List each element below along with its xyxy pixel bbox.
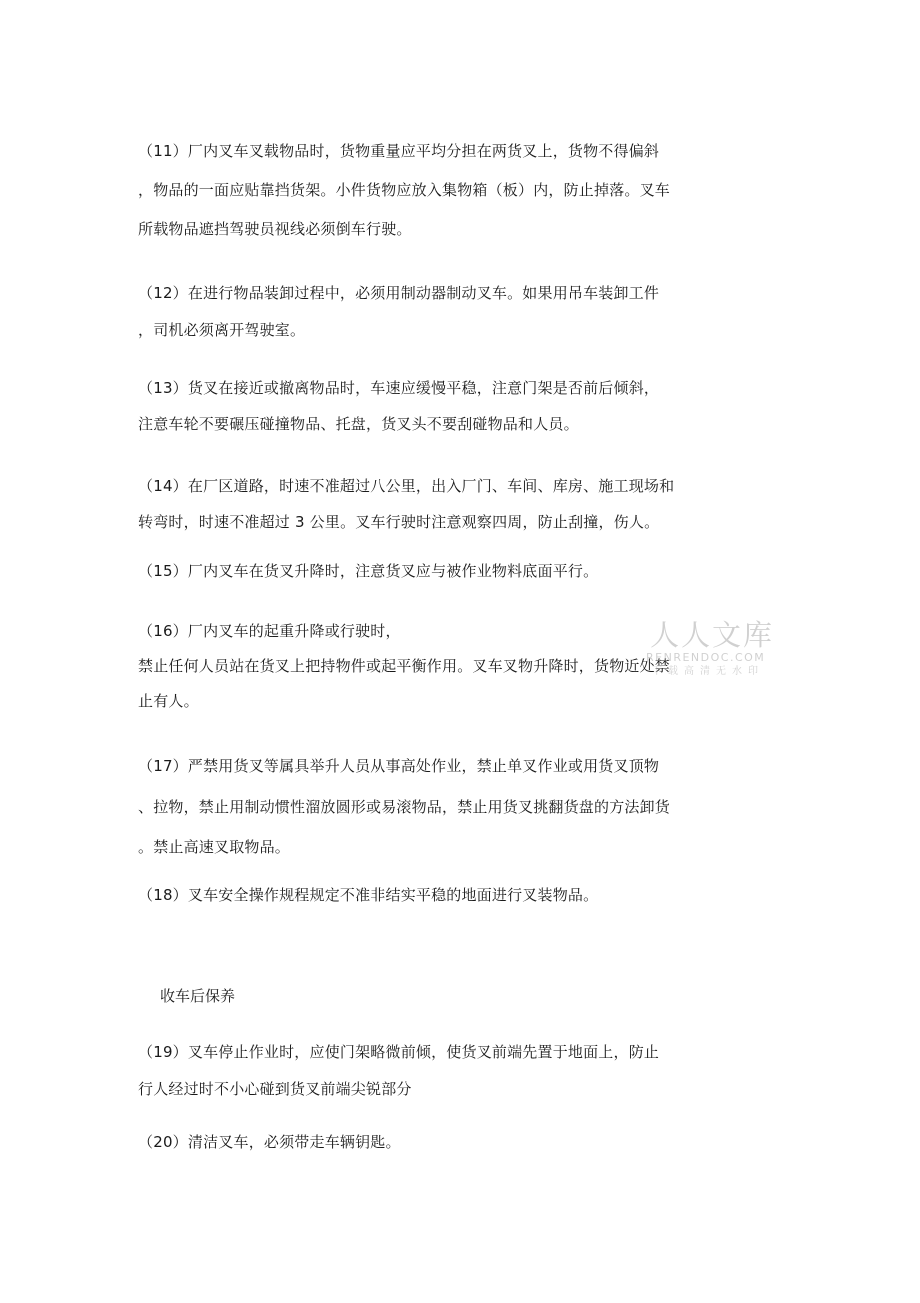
item-12-line-2: ，司机必须离开驾驶室。 [138, 321, 306, 339]
item-16-line-3: 止有人。 [138, 692, 199, 710]
item-14-line-2: 转弯时，时速不准超过 3 公里。叉车行驶时注意观察四周，防止刮撞，伤人。 [138, 513, 660, 531]
item-20-line-1: （20）清洁叉车，必须带走车辆钥匙。 [138, 1133, 401, 1151]
item-16-line-1: （16）厂内叉车的起重升降或行驶时， [138, 622, 401, 640]
item-17-line-1: （17）严禁用货叉等属具举升人员从事高处作业，禁止单叉作业或用货叉顶物 [138, 757, 660, 775]
item-14-line-1: （14）在厂区道路，时速不准超过八公里，出入厂门、车间、库房、施工现场和 [138, 477, 675, 495]
watermark-title: 人人文库 [650, 618, 775, 652]
item-19-line-1: （19）叉车停止作业时，应使门架略微前倾，使货叉前端先置于地面上，防止 [138, 1043, 660, 1061]
item-13-line-2: 注意车轮不要碾压碰撞物品、托盘，货叉头不要刮碰物品和人员。 [138, 415, 579, 433]
item-16-line-2: 禁止任何人员站在货叉上把持物件或起平衡作用。叉车叉物升降时，货物近处禁 [138, 657, 671, 675]
watermark [646, 618, 776, 688]
watermark-subtitle: 下载高清无水印 [652, 666, 764, 677]
item-18-line-1: （18）叉车安全操作规程规定不准非结实平稳的地面进行叉装物品。 [138, 886, 599, 904]
item-19-line-2: 行人经过时不小心碰到货叉前端尖锐部分 [138, 1080, 412, 1098]
item-17-line-3: 。禁止高速叉取物品。 [138, 838, 291, 856]
item-17-line-2: 、拉物，禁止用制动惯性溜放圆形或易滚物品，禁止用货叉挑翻货盘的方法卸货 [138, 798, 671, 816]
item-15-line-1: （15）厂内叉车在货叉升降时，注意货叉应与被作业物料底面平行。 [138, 562, 599, 580]
item-11-line-2: ，物品的一面应贴靠挡货架。小件货物应放入集物箱（板）内，防止掉落。叉车 [138, 181, 671, 199]
item-11-line-1: （11）厂内叉车叉载物品时，货物重量应平均分担在两货叉上，货物不得偏斜 [138, 142, 660, 160]
item-12-line-1: （12）在进行物品装卸过程中，必须用制动器制动叉车。如果用吊车装卸工件 [138, 284, 660, 302]
section-heading: 收车后保养 [160, 987, 236, 1005]
item-13-line-1: （13）货叉在接近或撤离物品时，车速应缓慢平稳，注意门架是否前后倾斜， [138, 379, 660, 397]
watermark-domain: RENRENDOC.COM [646, 651, 766, 664]
item-11-line-3: 所载物品遮挡驾驶员视线必须倒车行驶。 [138, 220, 412, 238]
